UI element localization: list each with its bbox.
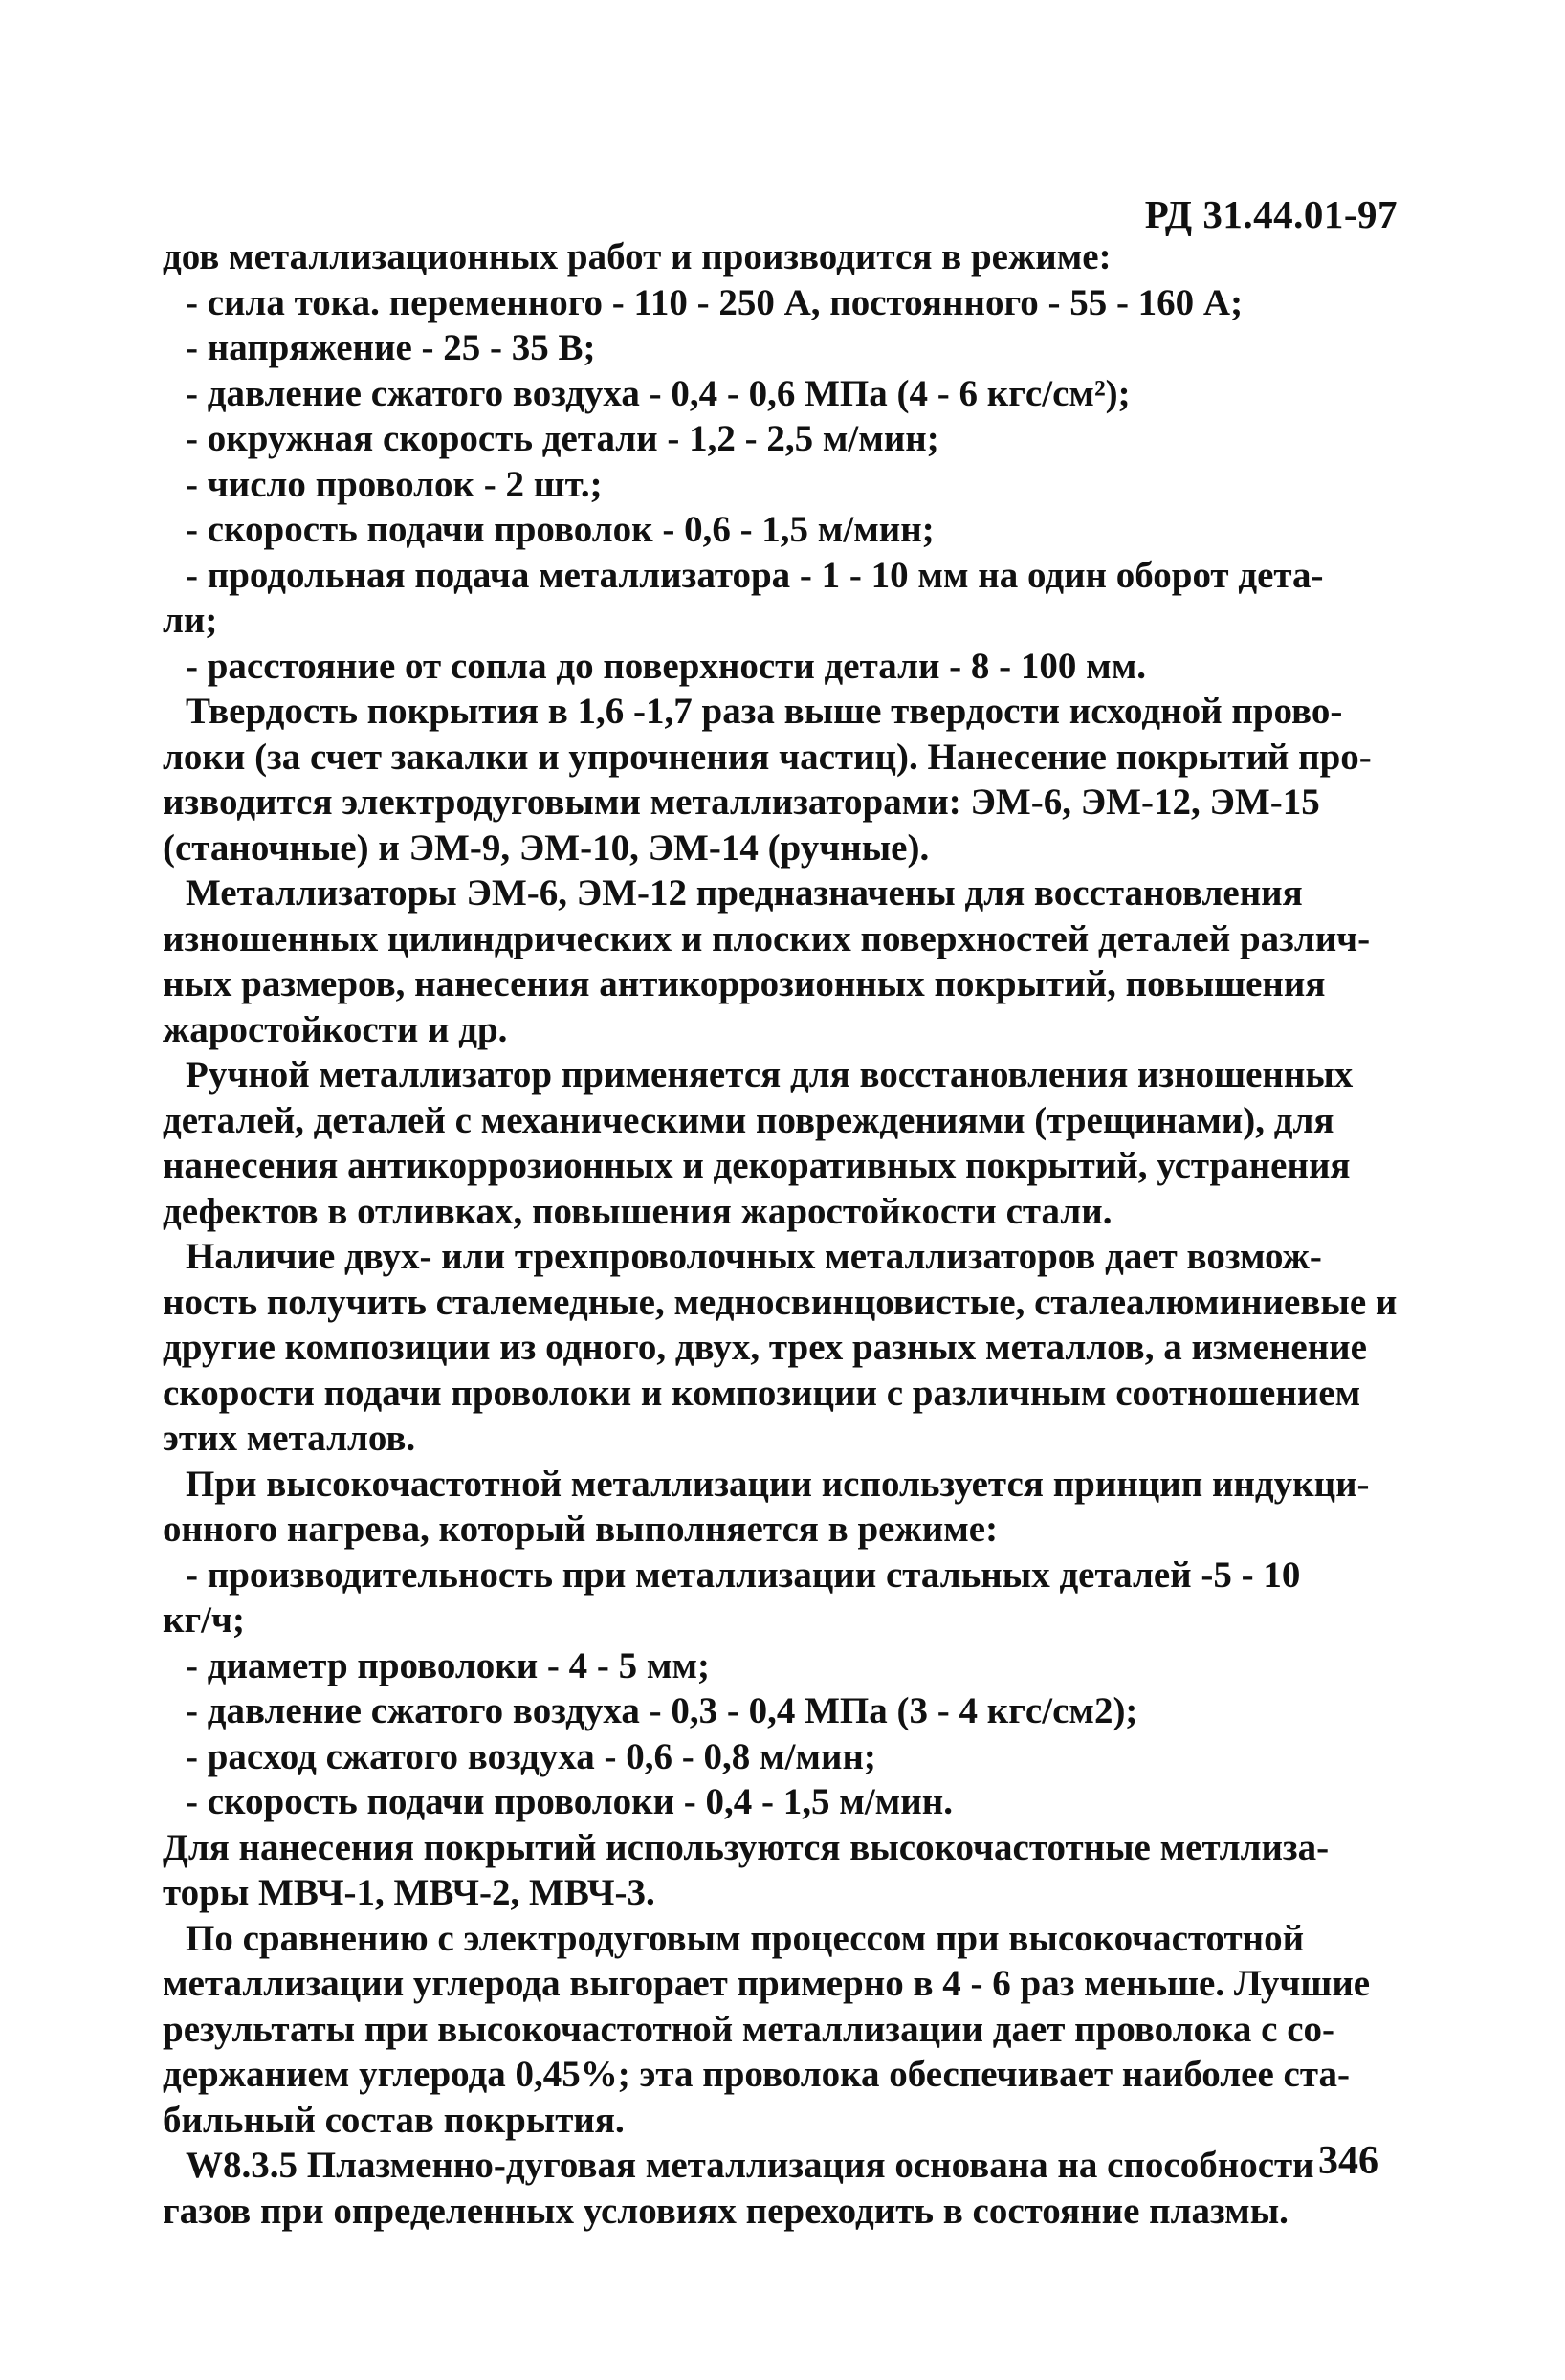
text-line: деталей, деталей с механическими повреждениями (трещинами), для <box>163 1099 1334 1141</box>
text-line: кг/ч; <box>163 1599 245 1641</box>
text-line: нанесения антикоррозионных и декоративных покрытий, устранения <box>163 1145 1351 1186</box>
text-line: дефектов в отливках, повышения жаростойкости стали. <box>163 1190 1113 1232</box>
text-line: держанием углерода 0,45%; эта проволока обеспечивает наиболее ста- <box>163 2054 1350 2095</box>
text-line: ность получить сталемедные, медносвинцовистые, сталеалюминиевые и <box>163 1281 1398 1323</box>
text-line: бильный состав покрытия. <box>163 2099 625 2141</box>
text-line: - сила тока. переменного - 110 - 250 А, постоянного - 55 - 160 А; <box>186 281 1244 323</box>
text-line: онного нагрева, который выполняется в режиме: <box>163 1509 999 1550</box>
page-number: 346 <box>1318 2139 1378 2183</box>
text-line: локи (за счет закалки и упрочнения частиц). Нанесение покрытий про- <box>163 736 1372 778</box>
text-line: Для нанесения покрытий используются высокочастотные метллиза- <box>163 1826 1330 1868</box>
text-line: - давление сжатого воздуха - 0,3 - 0,4 МПа (3 - 4 кгс/см2); <box>186 1690 1138 1731</box>
text-line: Наличие двух- или трехпроволочных металлизаторов дает возмож- <box>186 1236 1322 1277</box>
text-line: скорости подачи проволоки и композиции с различным соотношением <box>163 1372 1361 1414</box>
text-line: При высокочастотной металлизации используется принцип индукци- <box>186 1463 1370 1505</box>
text-line: W8.3.5 Плазменно-дуговая металлизация основана на способности <box>186 2145 1314 2186</box>
text-line: По сравнению с электродуговым процессом при высокочастотной <box>186 1917 1305 1959</box>
text-line: изводится электродуговыми металлизаторами: ЭМ-6, ЭМ-12, ЭМ-15 <box>163 782 1320 823</box>
text-line: другие композиции из одного, двух, трех разных металлов, а изменение <box>163 1327 1367 1368</box>
text-line: - продольная подача металлизатора - 1 - 10 мм на один оборот дета- <box>186 554 1324 596</box>
text-line: - окружная скорость детали - 1,2 - 2,5 м/мин; <box>186 418 939 459</box>
text-line: - давление сжатого воздуха - 0,4 - 0,6 МПа (4 - 6 кгс/см²); <box>186 372 1131 414</box>
body-text <box>163 234 1406 2234</box>
text-line: - диаметр проволоки - 4 - 5 мм; <box>186 1644 711 1686</box>
text-line: ли; <box>163 600 218 641</box>
text-line: этих металлов. <box>163 1418 416 1459</box>
text-line: - расстояние от сопла до поверхности детали - 8 - 100 мм. <box>186 645 1147 687</box>
document-code: РД 31.44.01-97 <box>1144 192 1398 236</box>
text-line: - напряжение - 25 - 35 В; <box>186 327 596 368</box>
text-line: - число проволок - 2 шт.; <box>186 463 603 505</box>
text-line: жаростойкости и др. <box>163 1008 508 1050</box>
text-line: (станочные) и ЭМ-9, ЭМ-10, ЭМ-14 (ручные). <box>163 826 930 869</box>
text-line: изношенных цилиндрических и плоских поверхностей деталей различ- <box>163 917 1371 959</box>
text-line: Металлизаторы ЭМ-6, ЭМ-12 предназначены для восстановления <box>186 872 1303 914</box>
text-line: Ручной металлизатор применяется для восстановления изношенных <box>186 1054 1354 1095</box>
text-line: металлизации углерода выгорает примерно в 4 - 6 раз меньше. Лучшие <box>163 1963 1371 2004</box>
text-line: - скорость подачи проволок - 0,6 - 1,5 м/мин; <box>186 509 935 550</box>
text-line: - расход сжатого воздуха - 0,6 - 0,8 м/мин; <box>186 1735 876 1777</box>
text-line: ных размеров, нанесения антикоррозионных покрытий, повышения <box>163 963 1326 1004</box>
text-line: торы МВЧ-1, МВЧ-2, МВЧ-3. <box>163 1872 655 1913</box>
text-line: результаты при высокочастотной металлизации дает проволока с со- <box>163 2008 1335 2050</box>
text-line: газов при определенных условиях переходить в состояние плазмы. <box>163 2190 1289 2232</box>
text-line: - скорость подачи проволоки - 0,4 - 1,5 м/мин. <box>186 1781 953 1822</box>
text-line: дов металлизационных работ и производится в режиме: <box>163 236 1112 277</box>
text-line: Твердость покрытия в 1,6 -1,7 раза выше твердости исходной прово- <box>186 691 1343 732</box>
text-line: - производительность при металлизации стальных деталей -5 - 10 <box>186 1554 1301 1596</box>
page-body <box>163 187 1406 2234</box>
